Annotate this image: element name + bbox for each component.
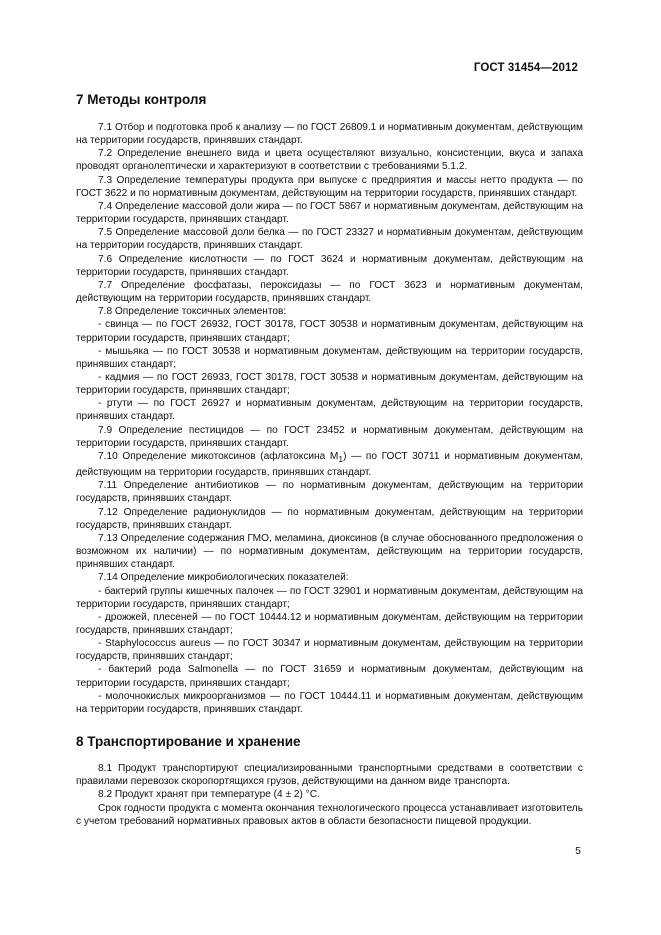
section-7-body: [76, 121, 583, 716]
paragraph: 7.3 Определение температуры продукта при выпуске с предприятия и массы нетто продукта — по ГОСТ 3622 и по нормативным документам, действующим на территории государств, принявших стандарт.: [76, 174, 583, 199]
page-number: 5: [575, 845, 581, 857]
paragraph: - кадмия — по ГОСТ 26933, ГОСТ 30178, ГОСТ 30538 и нормативным документам, действующим на территории государств, принявших стандарт;: [76, 371, 583, 397]
paragraph: Срок годности продукта с момента окончания технологического процесса устанавливает изготовитель с учетом требований нормативных правовых актов в области безопасности пищевой продукции.: [76, 802, 583, 827]
paragraph: 8.2 Продукт хранят при температуре (4 ± 2) °С.: [98, 789, 320, 801]
paragraph: - бактерий рода Salmonella — по ГОСТ 31659 и нормативным документам, действующим на территории государств, принявших стандарт;: [76, 664, 583, 689]
paragraph: 7.14 Определение микробиологических показателей:: [98, 572, 349, 584]
paragraph: 7.12 Определение радионуклидов — по нормативным документам, действующим на территории государств, принявших стандарт.: [76, 506, 583, 531]
section-8-title: 8 Транспортирование и хранение: [76, 734, 301, 750]
section-8-body: [76, 762, 583, 828]
paragraph: 7.9 Определение пестицидов — по ГОСТ 23452 и нормативным документам, действующим на территории государств, принявших стандарт.: [76, 424, 583, 449]
paragraph: - дрожжей, плесеней — по ГОСТ 10444.12 и нормативным документам, действующим на территории государств, принявших стандарт;: [76, 611, 583, 636]
paragraph: 7.4 Определение массовой доли жира — по ГОСТ 5867 и нормативным документам, действующим на территории государств, принявших стандарт.: [76, 200, 583, 226]
paragraph: 7.5 Определение массовой доли белка — по ГОСТ 23327 и нормативным документам, действующим на территории государств, принявших стандарт.: [76, 227, 583, 252]
paragraph: - свинца — по ГОСТ 26932, ГОСТ 30178, ГОСТ 30538 и нормативным документам, действующим на территории государств, принявших стандарт;: [76, 319, 583, 344]
paragraph: 7.6 Определение кислотности — по ГОСТ 3624 и нормативным документам, действующим на территории государств, принявших стандарт.: [76, 253, 583, 278]
paragraph: - молочнокислых микроорганизмов — по ГОСТ 10444.11 и нормативным документам, действующим на территории государств, принявших стандарт.: [76, 690, 583, 715]
paragraph: 7.10 Определение микотоксинов (афлатоксина $M_1$) — по ГОСТ 30711 и нормативным документам, действующим на территории государств, принявших стандарт.: [76, 450, 583, 479]
paragraph: - бактерий группы кишечных палочек — по ГОСТ 32901 и нормативным документам, действующим на территории государств, принявших стандарт;: [76, 585, 583, 610]
paragraph: 7.13 Определение содержания ГМО, меламина, диоксинов (в случае обоснованного предположения о возможном их наличии) — по нормативным документам, действующим на территории государств, принявших стандарт.: [76, 532, 583, 571]
paragraph: 7.11 Определение антибиотиков — по нормативным документам, действующим на территории государств, принявших стандарт.: [76, 480, 583, 505]
paragraph: - ртути — по ГОСТ 26927 и нормативным документам, действующим на территории государств, принявших стандарт.: [76, 398, 583, 423]
paragraph: 7.7 Определение фосфатазы, пероксидазы — по ГОСТ 3623 и нормативным документам, действующим на территории государств, принявших стандарт.: [76, 279, 583, 305]
paragraph: 8.1 Продукт транспортируют специализированными транспортными средствами в соответствии с правилами перевозок скоропортящихся грузов, действующими на данном виде транспорта.: [76, 763, 583, 788]
paragraph: 7.1 Отбор и подготовка проб к анализу — по ГОСТ 26809.1 и нормативным документам, действующим на территории государств, принявших стандарт.: [76, 122, 583, 147]
paragraph: 7.8 Определение токсичных элементов:: [98, 306, 287, 318]
paragraph: - Staphylococcus aureus — по ГОСТ 30347 и нормативным документам, действующим на территории государств, принявших стандарт;: [76, 638, 583, 663]
paragraph: - мышьяка — по ГОСТ 30538 и нормативным документам, действующим на территории государств, принявших стандарт;: [76, 345, 583, 370]
paragraph: 7.2 Определение внешнего вида и цвета осуществляют визуально, консистенции, вкуса и запаха проводят органолептически и характеризуют в соответствии с требованиями 5.1.2.: [76, 148, 583, 173]
document-code: ГОСТ 31454—2012: [473, 62, 578, 74]
section-7-title: 7 Методы контроля: [76, 92, 207, 107]
page-content: [76, 92, 583, 828]
